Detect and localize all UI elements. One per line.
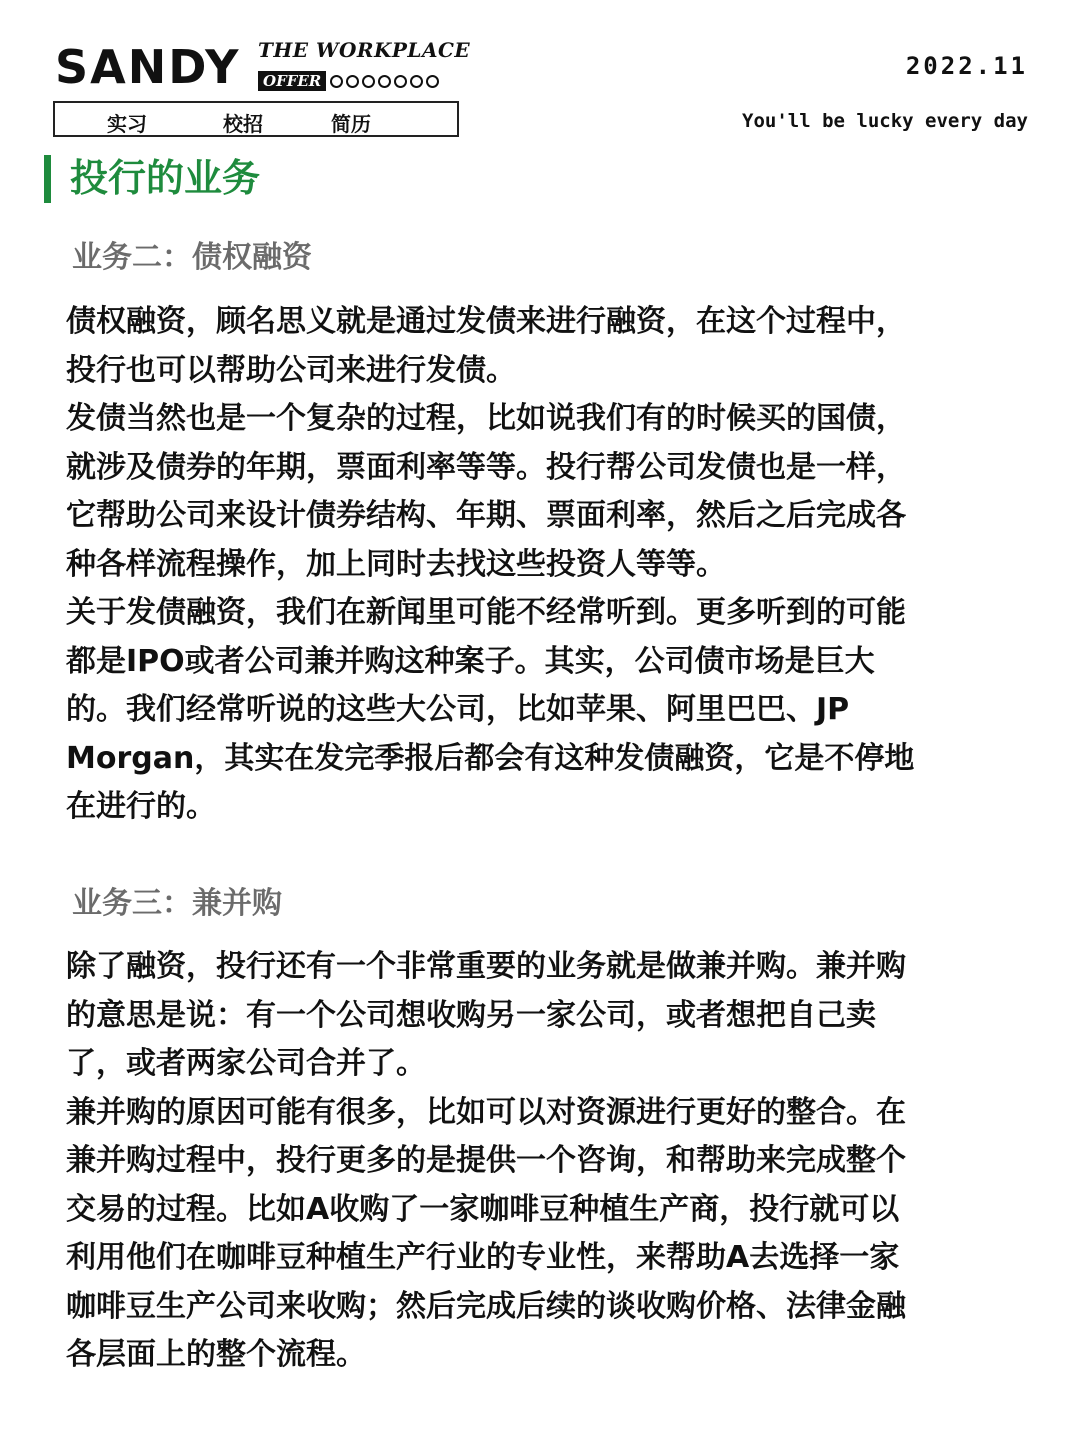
workplace-label: THE WORKPLACE — [258, 38, 471, 62]
body-line: 交易的过程。比如A收购了一家咖啡豆种植生产商，投行就可以 — [66, 1191, 900, 1227]
offer-badge — [258, 70, 439, 92]
body-line: 投行也可以帮助公司来进行发债。 — [66, 352, 516, 388]
date-label: 2022.11 — [905, 52, 1028, 80]
body-line: 了，或者两家公司合并了。 — [66, 1046, 426, 1081]
body-line: 就涉及债券的年期，票面利率等等。投行帮公司发债也是一样， — [66, 449, 906, 485]
body-line: 它帮助公司来设计债券结构、年期、票面利率，然后之后完成各 — [66, 498, 906, 533]
body-line: 兼并购过程中，投行更多的是提供一个咨询，和帮助来完成整个 — [66, 1143, 906, 1178]
body-line: Morgan，其实在发完季报后都会有这种发债融资，它是不停地 — [66, 740, 915, 776]
body-line: 的。我们经常听说的这些大公司，比如苹果、阿里巴巴、JP — [66, 692, 850, 727]
body-line: 咖啡豆生产公司来收购；然后完成后续的谈收购价格、法律金融 — [66, 1288, 906, 1324]
brand-logo: SANDY — [55, 40, 241, 94]
category-nav — [53, 101, 459, 137]
nav-item-internship: 实习 — [107, 112, 147, 136]
body-line: 除了融资，投行还有一个非常重要的业务就是做兼并购。兼并购 — [66, 949, 906, 984]
body-line: 债权融资，顾名思义就是通过发债来进行融资，在这个过程中， — [66, 304, 906, 339]
section-accent-bar — [44, 155, 51, 203]
body-line: 的意思是说：有一个公司想收购另一家公司，或者想把自己卖 — [66, 997, 876, 1033]
body-line: 利用他们在咖啡豆种植生产行业的专业性，来帮助A去选择一家 — [66, 1240, 900, 1275]
tagline: You'll be lucky every day — [742, 110, 1028, 132]
business3-title: 业务三：兼并购 — [72, 886, 282, 921]
body-line: 发债当然也是一个复杂的过程，比如说我们有的时候买的国债， — [66, 401, 906, 436]
body-line: 种各样流程操作，加上同时去找这些投资人等等。 — [66, 546, 726, 582]
business3-body — [66, 943, 1024, 1380]
business2-title: 业务二：债权融资 — [72, 240, 312, 275]
offer-dots — [330, 75, 439, 88]
body-line: 都是IPO或者公司兼并购这种案子。其实，公司债市场是巨大 — [66, 643, 875, 679]
section-title: 投行的业务 — [70, 156, 261, 200]
body-line: 在进行的。 — [66, 789, 216, 824]
business2-body — [66, 298, 1024, 832]
body-line: 兼并购的原因可能有很多，比如可以对资源进行更好的整合。在 — [66, 1094, 906, 1130]
body-line: 各层面上的整个流程。 — [66, 1337, 366, 1372]
offer-label: OFFER — [258, 71, 326, 91]
nav-item-campus: 校招 — [223, 112, 263, 136]
nav-item-resume: 简历 — [331, 112, 371, 136]
body-line: 关于发债融资，我们在新闻里可能不经常听到。更多听到的可能 — [66, 595, 906, 630]
